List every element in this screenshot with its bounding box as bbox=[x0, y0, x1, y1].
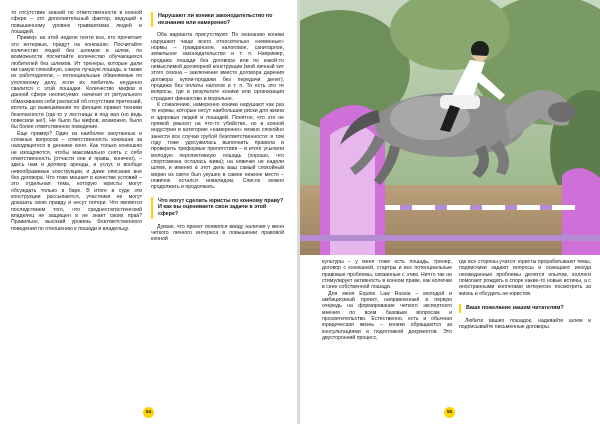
right-column-2 bbox=[459, 259, 591, 330]
paragraph: Пример: на этой неделе почти все, кто прочитает это интервью, придут на конюшню. Посчитайте количество людей без шлемов в шлем, по возможности посчитайте количество обучающихся любителей без шлемов. Ит тренеры, которые дали им самую спокойную, самую лучшую лошадь, а также их работодатели, – потенциальные обвиняемые по уголовному делу, если их любитель неудачно свалится с этой лошадки. Количество мифов в данной сфере неописуемо: начиная от ритуального обмахивания себя расписой об отсутствии претензий, вплоть до вывешивания по фенцию правил техники безопасности (где-то у лестницы в под вал (но ведь повесили же!). Не было бы мифов, возможно, было бы более ответственное поведение. bbox=[11, 35, 142, 131]
paragraph: Оба варианта присутствуют. По незнанию коники нарушают чаще всего относительно «невинные» нормы – гражданское, налоговое, санитарное, земельное законодательство и т. п. Например, продажа лошади без договора или по какой-то немыслимой договорной конструкции (мой личный хит этого сезона – заключение вместо договора дарения договора купли-продажи без передачи денег), продажа без оплаты налогов и т. п. То есть это те вопросы, где в результате коники или организация страдают финансово и морально. bbox=[151, 32, 284, 102]
right-page bbox=[300, 0, 600, 424]
paragraph: культуры – у меня тоже есть лошадь, тренер, договор с конюшней, стартры и все потенциальные правовые проблемы, связанные с этим. Ничто так не стимулирует активность в конном праве, как колючки в сене собственной лошади. bbox=[322, 259, 452, 291]
question-heading: Нарушают ли коники законодательство по незнанию или намеренно? bbox=[151, 12, 284, 27]
paragraph: Думаю, что проект появился ввиду наличия у меня четкого личного интереса в повышении правовой конной bbox=[151, 223, 284, 243]
paragraph: то отсутствие знаний по ответственности в конной сфере – это дополнительный фактор, ведущий к повышенному уровню травматизма людей и лошадей. bbox=[11, 10, 142, 36]
equestrian-photo bbox=[300, 0, 600, 255]
left-column-1 bbox=[11, 10, 142, 232]
page-number: 55 bbox=[444, 407, 455, 418]
paragraph: Еще пример? Один из наиболее запутанных и сложных вопросов – ответственность конюшни за находящегося в деннике коня. Как только конюшню не изощряются, чтобы максимально снять с себя ответственность (отчасти они и правы, конечно), – здесь нам и договор аренды, и услуг, и вообще невообразимые конструкции, и даже описание вне без договора. Что тоже мешает в качестве условий – это отдельная тема, которую юристы могут обсуждать только в баре. В итоге в суде эти конструкции рассыпаются, участники не могут доказать свою правду и несут потери. Что является последствием того, что среднестатистический владелец не защищен и не знает своих прав? Правильно, высокий уровень безответственного поведения по отношению к лошади и владельцу. bbox=[11, 130, 142, 232]
paragraph: Любите ваших лошадок, надевайте шлем и подписывайте письменные договоры. bbox=[459, 317, 591, 330]
left-column-2 bbox=[151, 10, 284, 243]
question-heading: Что могут сделать юристы по конному праву? И как вы оцениваете свои задачи в этой сфере? bbox=[151, 197, 284, 219]
paragraph: где все стороны учатся: юристы прорабатывают темы, подписчики задают вопросы и освещают иногда неожиданные проблемы делятся опытом, коллеги помогают рождать в споре какие-то новые истины, а с иностранными коллегами интересно посмотреть за жизнь и обсудить не-юристов. bbox=[459, 259, 591, 297]
page-number: 54 bbox=[143, 407, 154, 418]
paragraph: Для меня Equine Law Russia – молодой и амбициозный проект, направленный в первую очередь на формирование четкого экспертного мнения по всем базовым вопросам и просветительство. Естественно, есть и обычная юридическая жизнь – коники обращаются за консультациями и подготовкой документов. Это двусторонний процесс, bbox=[322, 290, 452, 342]
paragraph: К сожалению, намеренно коники нарушают как раз те нормы, которые несут наибольшие риски для жизни и здоровья людей и лошадей. Понятно, что это не прямой умысел на что-то убийство, но в конной индустрии в категорию «намеренно» можно спокойно занести все случаи грубой безответственности: в том году тоже удосужилась выполнить правила и проверить трефорвые препятствия – в итоге усыпили молодую перспективную лошадь (хорошо, что спортсменка осталась жива); на новичке не надели шлем, и именно в этот день ваш самый спокойный мерин из свете был укушен в самое нежное место – новичок остался инвалидом. Список можно продолжать и продолжать. bbox=[151, 101, 284, 191]
right-column-1 bbox=[322, 259, 452, 341]
question-heading: Ваше пожелание нашим читателям? bbox=[459, 304, 591, 313]
left-page bbox=[0, 0, 297, 424]
horse-jumping-illustration bbox=[300, 0, 600, 255]
